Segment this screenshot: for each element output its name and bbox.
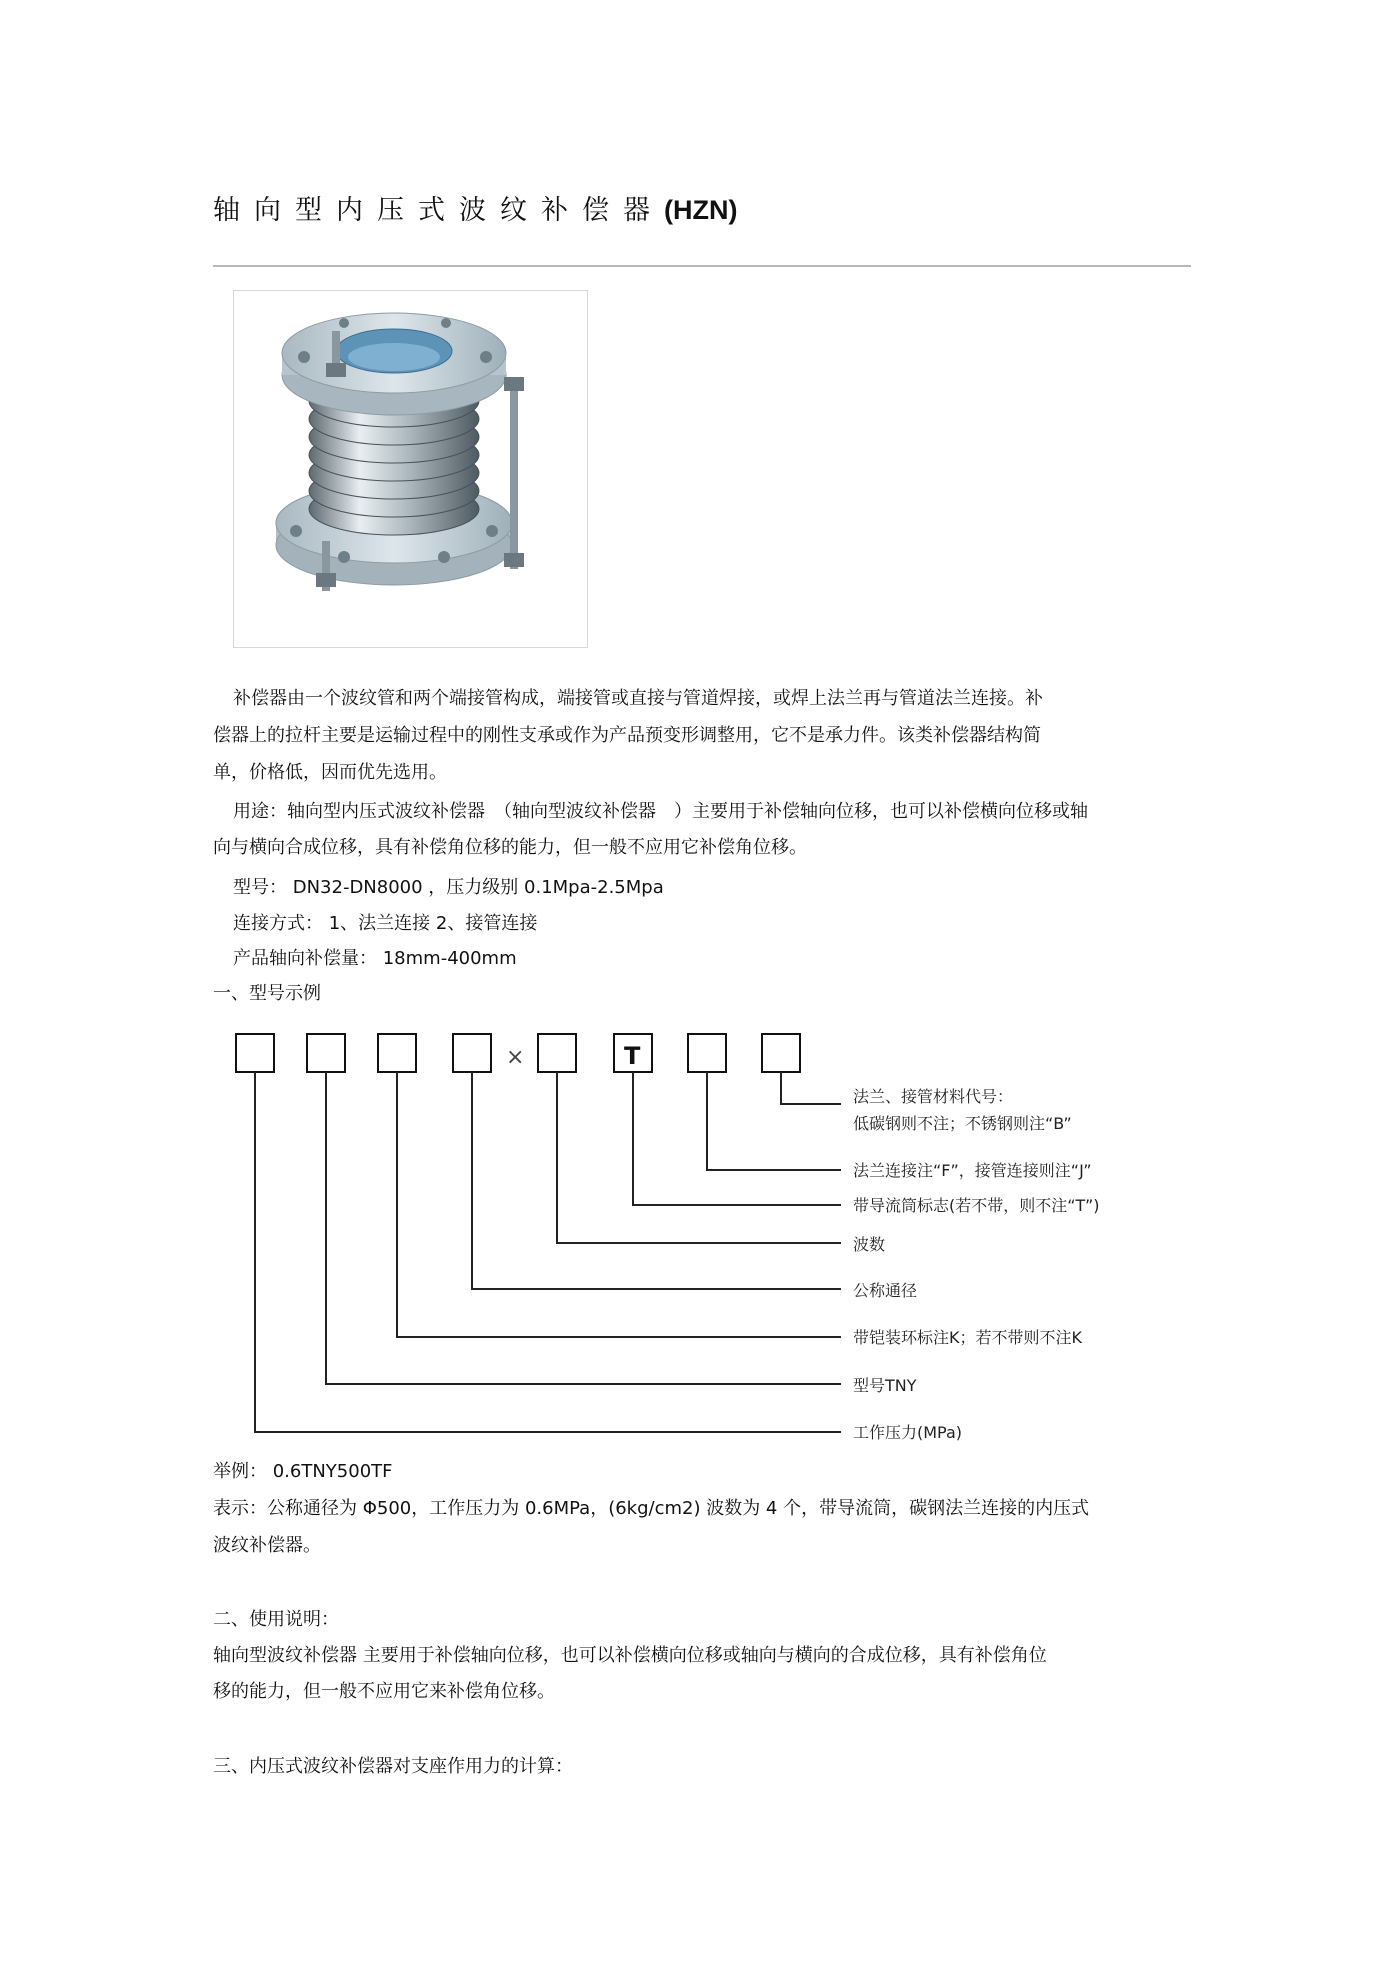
axial-displacement: 产品轴向补偿量： 18mm-400mm (233, 948, 517, 969)
code-box-5 (538, 1034, 576, 1072)
usage-line-2: 向与横向合成位移，具有补偿角位移的能力，但一般不应用它补偿角位移。 (213, 837, 807, 858)
section-heading-calculation: 三、内压式波纹补偿器对支座作用力的计算： (213, 1756, 573, 1777)
section-heading-usage: 二、使用说明： (213, 1609, 339, 1630)
label-model: 型号TNY (853, 1376, 917, 1395)
title-divider (213, 265, 1191, 267)
product-photo (233, 290, 588, 648)
usage-desc-line-1: 轴向型波纹补偿器 主要用于补偿轴向位移，也可以补偿横向位移或轴向与横向的合成位移，具有补偿角位 (213, 1645, 1047, 1666)
code-box-2 (307, 1034, 345, 1072)
bellows-compensator-image (234, 291, 587, 647)
usage-line-1: 用途：轴向型内压式波纹补偿器 （轴向型波纹补偿器 ）主要用于补偿轴向位移，也可以补偿横向位移或轴 (233, 801, 1088, 822)
code-box-1 (236, 1034, 274, 1072)
example-meaning-line-2: 波纹补偿器。 (213, 1535, 321, 1556)
intro-line-3: 单，价格低，因而优先选用。 (213, 762, 447, 783)
code-box-8 (762, 1034, 800, 1072)
example-code: 举例： 0.6TNY500TF (213, 1461, 393, 1482)
model-code-diagram (213, 1022, 1193, 1452)
model-range: 型号： DN32-DN8000 ，压力级别 0.1Mpa-2.5Mpa (233, 877, 664, 898)
label-pressure: 工作压力(MPa) (853, 1423, 963, 1442)
example-meaning-line-1: 表示：公称通径为 Φ500，工作压力为 0.6MPa，(6kg/cm2) 波数为 4 个，带导流筒，碳钢法兰连接的内压式 (213, 1498, 1090, 1519)
code-box-7 (688, 1034, 726, 1072)
title-code: (HZN) (664, 195, 738, 225)
intro-line-1: 补偿器由一个波纹管和两个端接管构成，端接管或直接与管道焊接，或焊上法兰再与管道法兰连接。补 (233, 688, 1043, 709)
connection-types: 连接方式： 1、法兰连接 2、接管连接 (233, 913, 538, 934)
label-material-1: 法兰、接管材料代号： (853, 1087, 1014, 1106)
label-waves: 波数 (853, 1235, 886, 1254)
label-nominal: 公称通径 (853, 1281, 918, 1300)
box-t-letter: T (624, 1042, 641, 1070)
times-symbol: × (506, 1045, 525, 1070)
section-heading-model-example: 一、型号示例 (213, 983, 321, 1004)
intro-line-2: 偿器上的拉杆主要是运输过程中的刚性支承或作为产品预变形调整用，它不是承力件。该类补偿器结构简 (213, 725, 1041, 746)
label-guide: 带导流筒标志(若不带，则不注“T”) (853, 1196, 1100, 1215)
code-box-4 (453, 1034, 491, 1072)
page-title: 轴向型内压式波纹补偿器(HZN) (213, 195, 738, 226)
label-ring: 带铠装环标注K；若不带则不注K (853, 1328, 1082, 1347)
label-connection: 法兰连接注“F”，接管连接则注“J” (853, 1161, 1092, 1180)
label-material-2: 低碳钢则不注；不锈钢则注“B” (853, 1114, 1072, 1133)
code-box-3 (378, 1034, 416, 1072)
model-code-chart (213, 1022, 1193, 1452)
usage-desc-line-2: 移的能力，但一般不应用它来补偿角位移。 (213, 1681, 555, 1702)
